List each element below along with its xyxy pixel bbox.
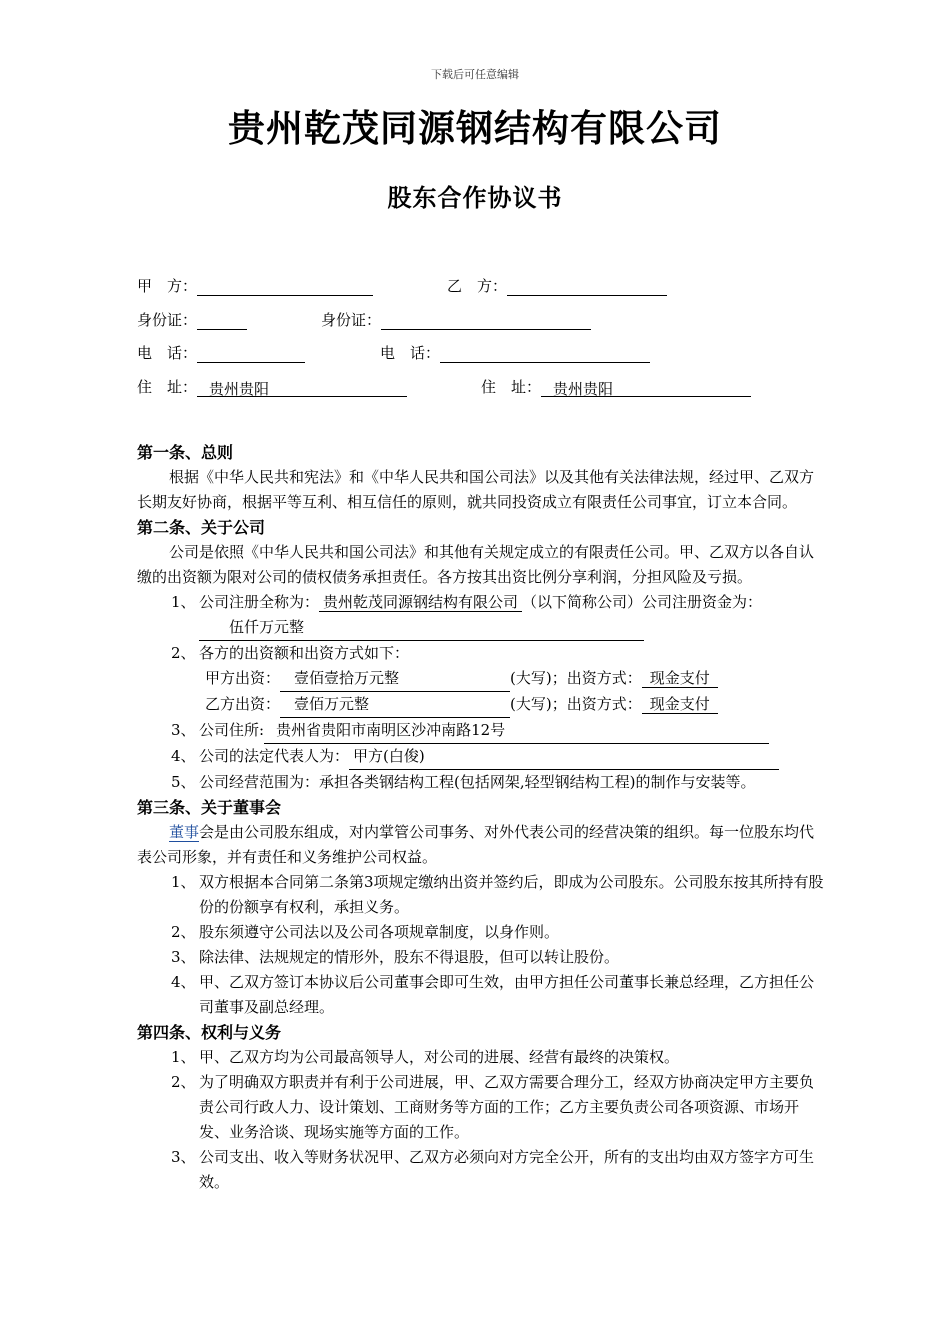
party-b-address-field[interactable]: 住 址： 贵州贵阳 [481, 377, 751, 397]
section-3-item-2: 2、 股东须遵守公司法以及公司各项规章制度，以身作则。 [171, 923, 560, 941]
party-a-id-field[interactable]: 身份证： [137, 310, 247, 330]
section-2-heading: 第二条、关于公司 [137, 518, 266, 537]
party-a-phone-field[interactable]: 电 话： [137, 343, 305, 363]
party-b-name-field[interactable]: 乙 方： [447, 276, 667, 296]
agreement-body [137, 440, 827, 1195]
header-note: 下载后可任意编辑 [431, 68, 519, 81]
company-name: 贵州乾茂同源钢结构有限公司 [228, 106, 722, 150]
party-b-id-field[interactable]: 身份证： [321, 310, 591, 330]
section-4-heading: 第四条、权利与义务 [137, 1023, 282, 1042]
section-3-item-4: 4、 甲、乙双方签订本协议后公司董事会即可生效，由甲方担任公司董事长兼总经理，乙方担任公司董事及副总经理。 [171, 973, 815, 1016]
section-4-item-2: 2、 为了明确双方职责并有利于公司进展，甲、乙双方需要合理分工，经双方协商决定甲方主要负责公司行政人力、设计策划、工商财务等方面的工作；乙方主要负责公司各项资源、市场开发、业务洽谈、现场实施等方面的工作。 [171, 1073, 815, 1141]
party-b-phone-field[interactable]: 电 话： [380, 343, 650, 363]
section-1-heading: 第一条、总则 [137, 443, 234, 462]
section-3-item-3: 3、 除法律、法规规定的情形外，股东不得退股，但可以转让股份。 [171, 948, 620, 966]
company-full-name: 贵州乾茂同源钢结构有限公司 [319, 593, 522, 612]
section-1-paragraph: 根据《中华人民共和宪法》和《中华人民共和国公司法》以及其他有关法律法规，经过甲、乙双方长期友好协商，根据平等互利、相互信任的原则，就共同投资成立有限责任公司事宜，订立本合同。 [137, 468, 815, 511]
party-a-address-field[interactable]: 住 址： 贵州贵阳 [137, 377, 407, 397]
board-link[interactable]: 董事 [169, 823, 200, 841]
document-title: 股东合作协议书 [387, 183, 563, 212]
section-4-item-1: 1、 甲、乙双方均为公司最高领导人，对公司的进展、经营有最终的决策权。 [171, 1048, 680, 1066]
section-4-item-3: 3、 公司支出、收入等财务状况甲、乙双方必须向对方完全公开，所有的支出均由双方签字方可生效。 [171, 1148, 815, 1191]
section-3-item-1: 1、 双方根据本合同第二条第3项规定缴纳出资并签约后，即成为公司股东。公司股东按其所持有股份的份额享有权利，承担义务。 [171, 873, 824, 916]
section-3-heading: 第三条、关于董事会 [137, 798, 282, 817]
section-2-item-2: 2、 各方的出资额和出资方式如下： [171, 644, 410, 662]
registered-capital: 伍仟万元整 [199, 615, 644, 641]
section-2-item-4: 4、 公司的法定代表人为： 甲方(白俊) [137, 744, 827, 770]
section-2-item-3: 3、 公司住所: 贵州省贵阳市南明区沙冲南路12号 [137, 718, 827, 744]
section-3-paragraph: 董事会是由公司股东组成，对内掌管公司事务、对外代表公司的经营决策的组织。每一位股东均代表公司形象，并有责任和义务维护公司权益。 [137, 823, 815, 866]
section-2-item-5: 5、 公司经营范围为：承担各类钢结构工程(包括网架,轻型钢结构工程)的制作与安装等。 [171, 773, 756, 791]
party-a-name-field[interactable]: 甲 方： [137, 276, 373, 296]
section-2-item-1: 1、 公司注册全称为： 贵州乾茂同源钢结构有限公司 （以下简称公司）公司注册资金为：伍仟万元整 [137, 590, 827, 641]
party-a-contribution: 甲方出资： 壹佰壹拾万元整 (大写)；出资方式： 现金支付 [137, 666, 827, 692]
section-2-paragraph: 公司是依照《中华人民共和国公司法》和其他有关规定成立的有限责任公司。甲、乙双方以各自认缴的出资额为限对公司的债权债务承担责任。各方按其出资比例分享利润，分担风险及亏损。 [137, 543, 815, 586]
party-b-contribution: 乙方出资： 壹佰万元整 (大写)；出资方式： 现金支付 [137, 692, 827, 718]
